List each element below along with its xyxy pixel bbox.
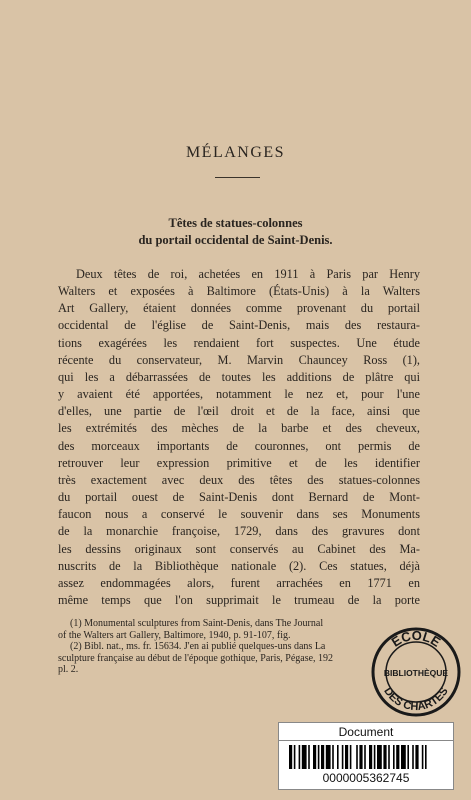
barcode-bar	[342, 745, 344, 769]
body-line: les extrémités des mèches de la barbe et des cheveux,	[58, 421, 420, 436]
barcode-bar	[326, 745, 331, 769]
body-line: assez endommagées alors, furent arrachées en 1771 en	[58, 575, 420, 590]
barcode-bar	[345, 745, 348, 769]
article-body	[58, 266, 420, 609]
body-line: même temps que l'on supprimait le trumeau de la porte	[58, 592, 420, 607]
barcode-bars	[279, 741, 453, 771]
footnote-line: sculpture française au début de l'époque gothique, Paris, Pégase, 192	[58, 652, 334, 664]
barcode-bar	[377, 745, 382, 769]
stamp-top-text: ÉCOLE	[388, 627, 444, 650]
barcode-bar	[415, 745, 418, 769]
barcode-bar	[289, 745, 292, 769]
title-rule	[215, 177, 260, 178]
barcode-bar	[388, 745, 390, 769]
barcode-bar	[313, 745, 316, 769]
body-line: récente du conservateur, M. Marvin Chauncey Ross (1),	[58, 352, 420, 367]
barcode-number: 0000005362745	[322, 771, 410, 785]
barcode-bar	[359, 745, 362, 769]
barcode-bar	[374, 745, 376, 769]
barcode-bar	[299, 745, 301, 769]
barcode-bar	[401, 745, 406, 769]
barcode-bar	[393, 745, 395, 769]
barcode-bar	[425, 745, 427, 769]
barcode-bar	[337, 745, 339, 769]
barcode-bar	[321, 745, 324, 769]
body-line: faucon nous a conservé le souvenir dans ses Monuments	[58, 507, 420, 522]
barcode-bar	[407, 745, 409, 769]
library-stamp	[370, 626, 462, 718]
body-line: tions exagérées les rendaient fort suspectes. Une étude	[58, 335, 420, 350]
body-line: Deux têtes de roi, achetées en 1911 à Paris par Henry	[76, 267, 420, 281]
barcode-bar	[318, 745, 320, 769]
barcode-bar	[308, 745, 310, 769]
body-line: occidental de l'église de Saint-Denis, mais des restaura-	[58, 318, 420, 333]
barcode-bar	[302, 745, 307, 769]
body-line: retrouver leur expression primitive et de les identifier	[58, 455, 420, 470]
body-line: des morceaux importants de couronnes, ont permis de	[58, 438, 420, 453]
body-line: Art Gallery, étaient données comme provenant du portail	[58, 301, 420, 316]
barcode-bar	[422, 745, 424, 769]
body-line: nuscrits de la Bibliothèque nationale (2). Ces statues, déjà	[58, 558, 420, 573]
article-title-line: du portail occidental de Saint-Denis.	[138, 233, 333, 247]
footnote-line: (1) Monumental sculptures from Saint-Denis, dans The Journal	[70, 618, 324, 629]
body-line: Walters et exposées à Baltimore (États-Unis) à la Walters	[58, 284, 420, 299]
body-line: qui les a débarrassées de toutes les additions de plâtre qui	[58, 369, 420, 384]
body-line: du portail ouest de Saint-Denis dont Bernard de Mont-	[58, 490, 420, 505]
stamp-bottom-text: DES CHARTES	[381, 685, 451, 714]
barcode-bar	[396, 745, 399, 769]
barcode	[278, 740, 454, 790]
barcode-bar	[383, 745, 386, 769]
barcode-bar	[350, 745, 352, 769]
barcode-bar	[332, 745, 334, 769]
footnotes	[58, 618, 420, 676]
footnote-line: of the Walters art Gallery, Baltimore, 1940, p. 91-107, fig.	[58, 629, 291, 641]
body-line: les dessins originaux sont conservés au Cabinet des Ma-	[58, 541, 420, 556]
barcode-bar	[356, 745, 358, 769]
body-line: de la monarchie françoise, 1729, dans des gravures dont	[58, 524, 420, 539]
body-line: très exactement avec deux des têtes des statues-colonnes	[58, 472, 420, 487]
article-title	[0, 215, 471, 249]
barcode-label: Document	[278, 722, 454, 742]
section-title: MÉLANGES	[185, 144, 286, 161]
stamp-middle-text: BIBLIOTHÈQUE	[383, 668, 449, 678]
footnote-line: (2) Bibl. nat., ms. fr. 15634. J'en ai publié quelques-uns dans La	[70, 641, 326, 652]
footnote-line: pl. 2.	[58, 664, 79, 675]
barcode-bar	[369, 745, 372, 769]
body-line: d'elles, une partie de l'œil droit et de la face, ainsi que	[58, 404, 420, 419]
barcode-bar	[412, 745, 414, 769]
article-title-line: Têtes de statues-colonnes	[168, 216, 303, 230]
body-line: y avaient été apportées, notamment le nez et, pour l'une	[58, 387, 420, 402]
barcode-bar	[364, 745, 366, 769]
barcode-bar	[294, 745, 296, 769]
